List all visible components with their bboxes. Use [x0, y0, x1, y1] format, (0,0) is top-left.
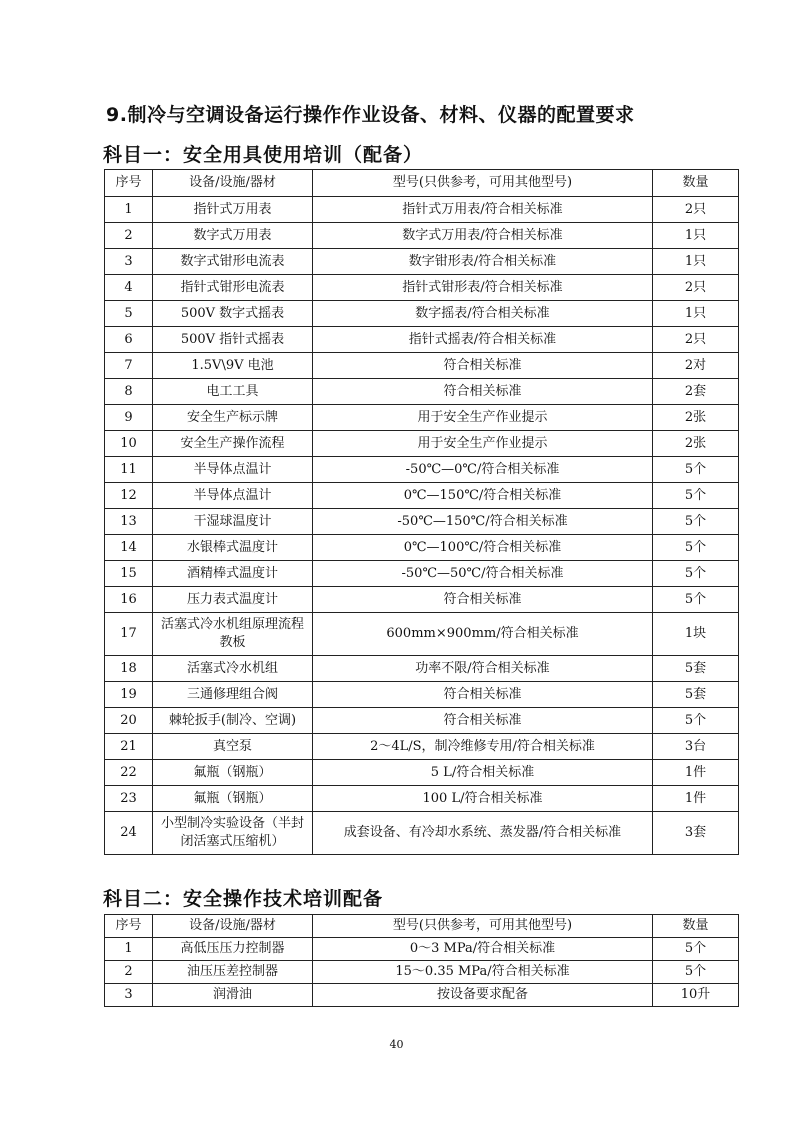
- table-row: [105, 682, 739, 708]
- table-row: [105, 535, 739, 561]
- cell-index: 16: [105, 587, 153, 613]
- cell-equipment: 指针式万用表: [153, 197, 313, 223]
- cell-equipment: 三通修理组合阀: [153, 682, 313, 708]
- cell-equipment: 油压压差控制器: [153, 961, 313, 984]
- header-model: 型号(只供参考，可用其他型号): [313, 915, 653, 938]
- header-index: 序号: [105, 170, 153, 197]
- table-row: [105, 509, 739, 535]
- cell-equipment: 氟瓶（钢瓶）: [153, 786, 313, 812]
- cell-index: 19: [105, 682, 153, 708]
- cell-equipment: 数字式万用表: [153, 223, 313, 249]
- cell-model: -50℃—0℃/符合相关标准: [313, 457, 653, 483]
- cell-quantity: 1块: [653, 613, 739, 656]
- cell-index: 18: [105, 656, 153, 682]
- cell-model: 0℃—100℃/符合相关标准: [313, 535, 653, 561]
- table-row: [105, 379, 739, 405]
- table-row: [105, 656, 739, 682]
- table-row: [105, 812, 739, 855]
- table-header-row: [105, 915, 739, 938]
- cell-index: 24: [105, 812, 153, 855]
- header-model: 型号(只供参考，可用其他型号): [313, 170, 653, 197]
- cell-quantity: 5套: [653, 656, 739, 682]
- cell-index: 10: [105, 431, 153, 457]
- cell-model: 符合相关标准: [313, 708, 653, 734]
- cell-index: 4: [105, 275, 153, 301]
- cell-quantity: 10升: [653, 984, 739, 1007]
- cell-model: 0℃—150℃/符合相关标准: [313, 483, 653, 509]
- cell-model: 符合相关标准: [313, 682, 653, 708]
- table-row: [105, 561, 739, 587]
- cell-index: 11: [105, 457, 153, 483]
- cell-equipment: 水银棒式温度计: [153, 535, 313, 561]
- table-header-row: [105, 170, 739, 197]
- cell-quantity: 3台: [653, 734, 739, 760]
- table-row: [105, 327, 739, 353]
- cell-model: 按设备要求配备: [313, 984, 653, 1007]
- equipment-table-subject-2: [104, 914, 739, 1007]
- table-row: [105, 249, 739, 275]
- cell-model: -50℃—150℃/符合相关标准: [313, 509, 653, 535]
- table-row: [105, 197, 739, 223]
- cell-equipment: 500V 数字式摇表: [153, 301, 313, 327]
- table-row: [105, 708, 739, 734]
- cell-equipment: 棘轮扳手(制冷、空调): [153, 708, 313, 734]
- cell-quantity: 5个: [653, 483, 739, 509]
- cell-index: 14: [105, 535, 153, 561]
- cell-equipment: 半导体点温计: [153, 483, 313, 509]
- cell-index: 5: [105, 301, 153, 327]
- cell-model: 成套设备、有冷却水系统、蒸发器/符合相关标准: [313, 812, 653, 855]
- cell-equipment: 500V 指针式摇表: [153, 327, 313, 353]
- table-row: [105, 405, 739, 431]
- cell-quantity: 5个: [653, 535, 739, 561]
- header-equipment: 设备/设施/器材: [153, 170, 313, 197]
- cell-model: 600mm×900mm/符合相关标准: [313, 613, 653, 656]
- cell-quantity: 2对: [653, 353, 739, 379]
- table-row: [105, 760, 739, 786]
- cell-quantity: 1件: [653, 786, 739, 812]
- cell-equipment: 安全生产操作流程: [153, 431, 313, 457]
- cell-quantity: 3套: [653, 812, 739, 855]
- cell-model: 功率不限/符合相关标准: [313, 656, 653, 682]
- cell-index: 20: [105, 708, 153, 734]
- cell-model: 数字式万用表/符合相关标准: [313, 223, 653, 249]
- cell-equipment: 1.5V\9V 电池: [153, 353, 313, 379]
- cell-quantity: 1只: [653, 301, 739, 327]
- cell-index: 1: [105, 938, 153, 961]
- cell-model: 0〜3 MPa/符合相关标准: [313, 938, 653, 961]
- cell-model: 15〜0.35 MPa/符合相关标准: [313, 961, 653, 984]
- cell-equipment: 干湿球温度计: [153, 509, 313, 535]
- cell-index: 7: [105, 353, 153, 379]
- table-row: [105, 938, 739, 961]
- cell-index: 2: [105, 223, 153, 249]
- cell-index: 1: [105, 197, 153, 223]
- cell-index: 23: [105, 786, 153, 812]
- table-body: [105, 197, 739, 855]
- cell-index: 15: [105, 561, 153, 587]
- cell-model: 符合相关标准: [313, 587, 653, 613]
- header-index: 序号: [105, 915, 153, 938]
- cell-index: 22: [105, 760, 153, 786]
- cell-quantity: 1件: [653, 760, 739, 786]
- section-title-subject-2: 科目二：安全操作技术培训配备: [103, 888, 384, 910]
- cell-model: 符合相关标准: [313, 379, 653, 405]
- cell-model: 指针式钳形表/符合相关标准: [313, 275, 653, 301]
- cell-quantity: 2张: [653, 405, 739, 431]
- cell-model: 用于安全生产作业提示: [313, 405, 653, 431]
- cell-model: 数字摇表/符合相关标准: [313, 301, 653, 327]
- table-row: [105, 275, 739, 301]
- cell-model: 2〜4L/S，制冷维修专用/符合相关标准: [313, 734, 653, 760]
- cell-index: 17: [105, 613, 153, 656]
- table-row: [105, 353, 739, 379]
- cell-quantity: 5个: [653, 509, 739, 535]
- cell-equipment: 酒精棒式温度计: [153, 561, 313, 587]
- table-row: [105, 431, 739, 457]
- cell-model: 指针式摇表/符合相关标准: [313, 327, 653, 353]
- cell-model: 用于安全生产作业提示: [313, 431, 653, 457]
- page-number: 40: [389, 1038, 404, 1051]
- table-row: [105, 961, 739, 984]
- cell-equipment: 小型制冷实验设备（半封闭活塞式压缩机）: [153, 812, 313, 855]
- cell-equipment: 数字式钳形电流表: [153, 249, 313, 275]
- cell-quantity: 2只: [653, 327, 739, 353]
- cell-index: 13: [105, 509, 153, 535]
- cell-quantity: 5个: [653, 938, 739, 961]
- table-row: [105, 483, 739, 509]
- cell-equipment: 活塞式冷水机组原理流程教板: [153, 613, 313, 656]
- table-row: [105, 457, 739, 483]
- cell-equipment: 电工工具: [153, 379, 313, 405]
- cell-quantity: 5个: [653, 708, 739, 734]
- cell-model: 5 L/符合相关标准: [313, 760, 653, 786]
- cell-index: 21: [105, 734, 153, 760]
- table-row: [105, 734, 739, 760]
- cell-equipment: 氟瓶（钢瓶）: [153, 760, 313, 786]
- header-quantity: 数量: [653, 170, 739, 197]
- table-row: [105, 984, 739, 1007]
- cell-model: -50℃—50℃/符合相关标准: [313, 561, 653, 587]
- table-row: [105, 587, 739, 613]
- cell-equipment: 半导体点温计: [153, 457, 313, 483]
- cell-equipment: 指针式钳形电流表: [153, 275, 313, 301]
- cell-model: 符合相关标准: [313, 353, 653, 379]
- cell-quantity: 2只: [653, 197, 739, 223]
- header-quantity: 数量: [653, 915, 739, 938]
- table-body: [105, 938, 739, 1007]
- cell-model: 100 L/符合相关标准: [313, 786, 653, 812]
- cell-quantity: 5套: [653, 682, 739, 708]
- page-title: 9.制冷与空调设备运行操作作业设备、材料、仪器的配置要求: [106, 104, 635, 126]
- cell-index: 3: [105, 249, 153, 275]
- cell-quantity: 5个: [653, 457, 739, 483]
- cell-equipment: 高低压压力控制器: [153, 938, 313, 961]
- cell-index: 2: [105, 961, 153, 984]
- cell-equipment: 活塞式冷水机组: [153, 656, 313, 682]
- table-row: [105, 223, 739, 249]
- cell-index: 6: [105, 327, 153, 353]
- cell-index: 3: [105, 984, 153, 1007]
- cell-equipment: 真空泵: [153, 734, 313, 760]
- table-row: [105, 613, 739, 656]
- cell-index: 9: [105, 405, 153, 431]
- cell-quantity: 5个: [653, 587, 739, 613]
- cell-quantity: 2套: [653, 379, 739, 405]
- cell-quantity: 2只: [653, 275, 739, 301]
- header-equipment: 设备/设施/器材: [153, 915, 313, 938]
- cell-equipment: 压力表式温度计: [153, 587, 313, 613]
- cell-index: 8: [105, 379, 153, 405]
- cell-quantity: 2张: [653, 431, 739, 457]
- cell-quantity: 5个: [653, 561, 739, 587]
- cell-quantity: 1只: [653, 249, 739, 275]
- table-row: [105, 786, 739, 812]
- cell-quantity: 1只: [653, 223, 739, 249]
- cell-model: 数字钳形表/符合相关标准: [313, 249, 653, 275]
- cell-model: 指针式万用表/符合相关标准: [313, 197, 653, 223]
- table-row: [105, 301, 739, 327]
- cell-equipment: 安全生产标示牌: [153, 405, 313, 431]
- cell-quantity: 5个: [653, 961, 739, 984]
- cell-index: 12: [105, 483, 153, 509]
- equipment-table-subject-1: [104, 169, 739, 855]
- section-title-subject-1: 科目一：安全用具使用培训（配备）: [103, 144, 424, 166]
- cell-equipment: 润滑油: [153, 984, 313, 1007]
